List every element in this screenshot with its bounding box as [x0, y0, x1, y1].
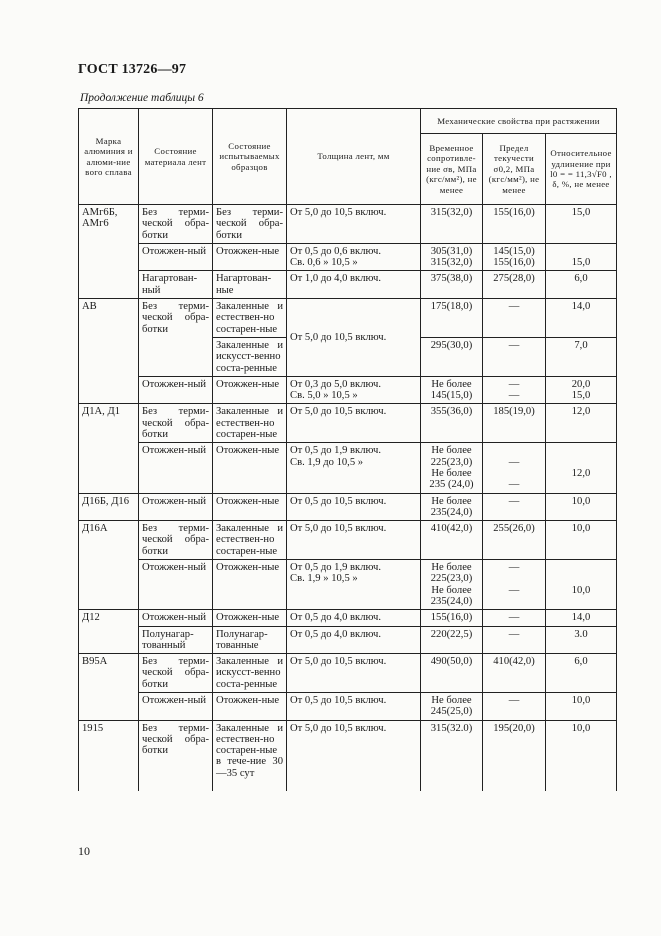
table-row — [79, 626, 617, 654]
header-grade: Марка алюминия и алюми-ние вого сплава — [79, 109, 139, 205]
grade-cell: АМг6Б, АМг6 — [79, 205, 139, 299]
yield-cell: 185(19,0) — [483, 404, 546, 443]
document-title: ГОСТ 13726—97 — [78, 62, 187, 77]
thickness-cell: От 0,5 до 4,0 включ. — [287, 610, 421, 626]
elongation-cell: 3.0 — [546, 626, 617, 654]
thickness-cell: От 5,0 до 10,5 включ. — [287, 521, 421, 560]
header-yield-strength: Предел текучести σ0,2, МПа (кгс/мм²), не менее — [483, 134, 546, 205]
header-mechanical-group: Механические свойства при растяжении — [421, 109, 617, 134]
yield-cell: 195(20,0) — [483, 720, 546, 791]
elongation-cell: 14,0 — [546, 299, 617, 338]
table-row — [79, 205, 617, 244]
tensile-cell: 355(36,0) — [421, 404, 483, 443]
grade-cell: Д16А — [79, 521, 139, 610]
header-tensile-strength: Временное сопротивле-ние σв, МПа (кгс/мм²), не менее — [421, 134, 483, 205]
thickness-cell: От 5,0 до 10,5 включ. — [287, 205, 421, 244]
thickness-cell: От 5,0 до 10,5 включ. — [287, 299, 421, 377]
table-row — [79, 299, 617, 338]
thickness-cell: От 0,5 до 1,9 включ. Св. 1,9 » 10,5 » — [287, 560, 421, 610]
yield-cell: 255(26,0) — [483, 521, 546, 560]
table-row — [79, 404, 617, 443]
tensile-cell: 490(50,0) — [421, 654, 483, 693]
grade-cell: Д12 — [79, 610, 139, 654]
sample-cell: Отожжен-ные — [213, 493, 287, 521]
table-row — [79, 493, 617, 521]
table-row — [79, 610, 617, 626]
material-cell: Полунагар-тованный — [139, 626, 213, 654]
table-row — [79, 271, 617, 299]
material-cell: Без терми-ческой обра-ботки — [139, 521, 213, 560]
yield-cell: — — [483, 626, 546, 654]
elongation-cell: 15,0 — [546, 205, 617, 244]
header-elongation: Относительное удлинение при l0 = = 11,3√F0 , δ, %, не менее — [546, 134, 617, 205]
elongation-cell: 20,0 15,0 — [546, 376, 617, 404]
elongation-cell: 10,0 — [546, 720, 617, 791]
yield-cell: — — [483, 493, 546, 521]
thickness-cell: От 5,0 до 10,5 включ. — [287, 404, 421, 443]
yield-cell: — — [483, 610, 546, 626]
elongation-cell: 14,0 — [546, 610, 617, 626]
yield-cell: — — [483, 299, 546, 338]
elongation-cell: 15,0 — [546, 243, 617, 271]
tensile-cell: 155(16,0) — [421, 610, 483, 626]
thickness-cell: От 0,5 до 1,9 включ. Св. 1,9 до 10,5 » — [287, 443, 421, 493]
elongation-cell: 10,0 — [546, 493, 617, 521]
tensile-cell: 315(32.0) — [421, 720, 483, 791]
tensile-cell: Не более 245(25,0) — [421, 692, 483, 720]
page-number: 10 — [78, 844, 90, 858]
sample-cell: Отожжен-ные — [213, 376, 287, 404]
header-sample-state: Состояние испытываемых образцов — [213, 109, 287, 205]
elongation-cell: 7,0 — [546, 337, 617, 376]
tensile-cell: Не более 235(24,0) — [421, 493, 483, 521]
sample-cell: Без терми-ческой обра-ботки — [213, 205, 287, 244]
thickness-cell: От 0,5 до 4,0 включ. — [287, 626, 421, 654]
grade-cell: АВ — [79, 299, 139, 404]
yield-cell: — — — [483, 443, 546, 493]
material-cell: Отожжен-ный — [139, 560, 213, 610]
table-row — [79, 692, 617, 720]
material-cell: Отожжен-ный — [139, 376, 213, 404]
sample-cell: Закаленные и искусст-венно состa-ренные — [213, 337, 287, 376]
material-cell: Отожжен-ный — [139, 243, 213, 271]
grade-cell: Д1А, Д1 — [79, 404, 139, 493]
yield-cell: — — — [483, 376, 546, 404]
table-row — [79, 243, 617, 271]
yield-cell: 155(16,0) — [483, 205, 546, 244]
tensile-cell: 295(30,0) — [421, 337, 483, 376]
table-row — [79, 376, 617, 404]
material-cell: Без терми-ческой обра-ботки — [139, 205, 213, 244]
yield-cell: — — — [483, 560, 546, 610]
grade-cell: В95А — [79, 654, 139, 720]
thickness-cell: От 5,0 до 10,5 включ. — [287, 720, 421, 791]
thickness-cell: От 5,0 до 10,5 включ. — [287, 654, 421, 693]
sample-cell: Отожжен-ные — [213, 560, 287, 610]
elongation-cell: 12,0 — [546, 404, 617, 443]
tensile-cell: 315(32,0) — [421, 205, 483, 244]
table-row — [79, 720, 617, 791]
sample-cell: Закаленные и естествен-но состарен-ные — [213, 404, 287, 443]
sample-cell: Закаленные и естествен-но состарен-ные — [213, 299, 287, 338]
grade-cell: 1915 — [79, 720, 139, 791]
header-thickness: Толщина лент, мм — [287, 109, 421, 205]
thickness-cell: От 0,5 до 10,5 включ. — [287, 493, 421, 521]
tensile-cell: 175(18,0) — [421, 299, 483, 338]
tensile-cell: Не более 225(23,0) Не более 235 (24,0) — [421, 443, 483, 493]
material-cell: Отожжен-ный — [139, 443, 213, 493]
material-cell: Без терми-ческой обра-ботки — [139, 654, 213, 693]
tensile-cell: 410(42,0) — [421, 521, 483, 560]
elongation-cell: 6,0 — [546, 271, 617, 299]
yield-cell: — — [483, 692, 546, 720]
material-cell: Отожжен-ный — [139, 692, 213, 720]
tensile-cell: 220(22,5) — [421, 626, 483, 654]
material-cell: Нагартован-ный — [139, 271, 213, 299]
sample-cell: Закаленные и естествен-но состарен-ные — [213, 521, 287, 560]
sample-cell: Отожжен-ные — [213, 692, 287, 720]
tensile-cell: 375(38,0) — [421, 271, 483, 299]
header-material-state: Состояние материала лент — [139, 109, 213, 205]
table-row — [79, 443, 617, 493]
sample-cell: Отожжен-ные — [213, 243, 287, 271]
table-row — [79, 521, 617, 560]
tensile-cell: 305(31,0) 315(32,0) — [421, 243, 483, 271]
elongation-cell: 10,0 — [546, 692, 617, 720]
yield-cell: 275(28,0) — [483, 271, 546, 299]
elongation-cell: 10,0 — [546, 521, 617, 560]
elongation-cell: 12,0 — [546, 443, 617, 493]
thickness-cell: От 0,3 до 5,0 включ. Св. 5,0 » 10,5 » — [287, 376, 421, 404]
thickness-cell: От 1,0 до 4,0 включ. — [287, 271, 421, 299]
tensile-cell: Не более 225(23,0) Не более 235(24,0) — [421, 560, 483, 610]
sample-cell: Полунагар-тованные — [213, 626, 287, 654]
material-cell: Отожжен-ный — [139, 493, 213, 521]
material-cell: Без терми-ческой обра-ботки — [139, 299, 213, 377]
yield-cell: 410(42,0) — [483, 654, 546, 693]
grade-cell: Д16Б, Д16 — [79, 493, 139, 521]
table-row — [79, 654, 617, 693]
yield-cell: — — [483, 337, 546, 376]
sample-cell: Закаленные и искусст-венно соста-ренные — [213, 654, 287, 693]
sample-cell: Нагартован-ные — [213, 271, 287, 299]
mechanical-properties-table — [78, 108, 617, 791]
thickness-cell: От 0,5 до 0,6 включ. Св. 0,6 » 10,5 » — [287, 243, 421, 271]
material-cell: Без терми-ческой обра-ботки — [139, 720, 213, 791]
material-cell: Без терми-ческой обра-ботки — [139, 404, 213, 443]
elongation-cell: 6,0 — [546, 654, 617, 693]
tensile-cell: Не более 145(15,0) — [421, 376, 483, 404]
sample-cell: Отожжен-ные — [213, 443, 287, 493]
yield-cell: 145(15,0) 155(16,0) — [483, 243, 546, 271]
sample-cell: Отожжен-ные — [213, 610, 287, 626]
table-caption: Продолжение таблицы 6 — [80, 92, 204, 104]
elongation-cell: 10,0 — [546, 560, 617, 610]
sample-cell: Закаленные и естествен-но состарен-ные в тече-ние 30—35 сут — [213, 720, 287, 791]
material-cell: Отожжен-ный — [139, 610, 213, 626]
table-row — [79, 560, 617, 610]
thickness-cell: От 0,5 до 10,5 включ. — [287, 692, 421, 720]
